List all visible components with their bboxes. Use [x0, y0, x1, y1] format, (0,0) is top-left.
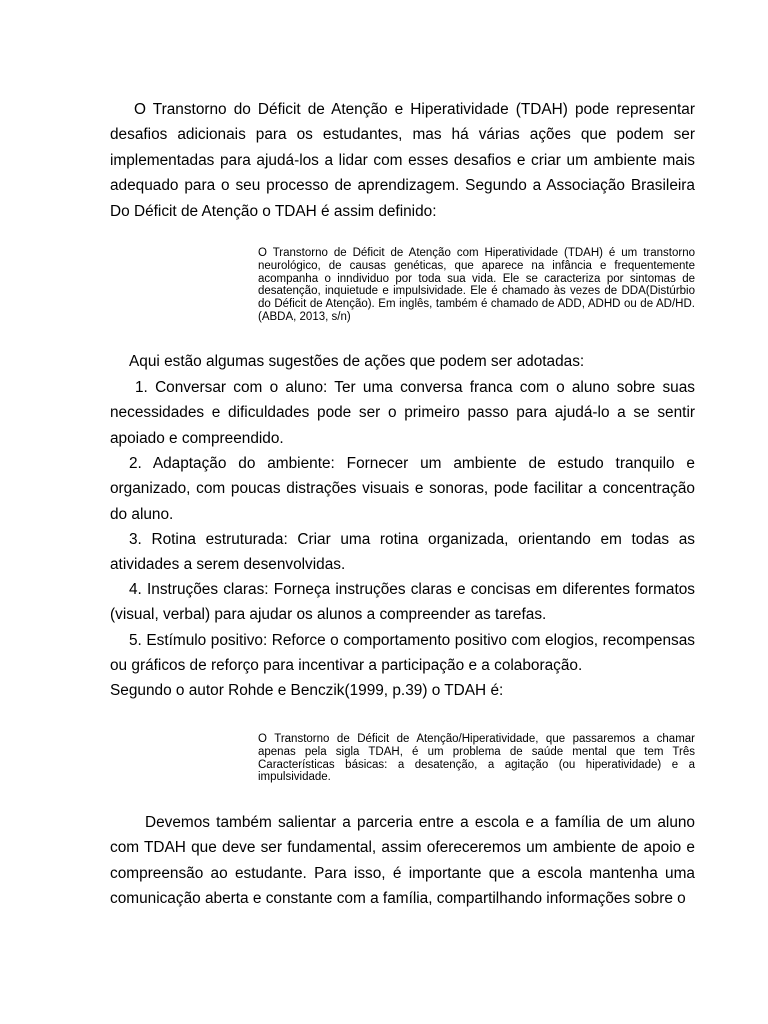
- list-item-2: 2. Adaptação do ambiente: Fornecer um ambiente de estudo tranquilo e organizado, com poucas distrações visuais e sonoras, pode facilitar a concentração do aluno.: [110, 455, 695, 523]
- block-quote-rohde: O Transtorno de Déficit de Atenção/Hiperatividade, que passaremos a chamar apenas pela sigla TDAH, é um problema de saúde mental que tem Três Características básicas: a desatenção, a agitação (ou hiperatividade) e a impulsividade.: [258, 733, 695, 784]
- list-item-1: 1. Conversar com o aluno: Ter uma conversa franca com o aluno sobre suas necessidades e dificuldades pode ser o primeiro passo para ajudá-lo a se sentir apoiado e compreendido.: [110, 379, 695, 447]
- citation-intro: Segundo o autor Rohde e Benczik(1999, p.39) o TDAH é:: [110, 682, 504, 699]
- suggestions-intro: Aqui estão algumas sugestões de ações que podem ser adotadas:: [129, 353, 585, 370]
- final-paragraph: Devemos também salientar a parceria entre a escola e a família de um aluno com TDAH que deve ser fundamental, assim ofereceremos um ambiente de apoio e compreensão ao estudante. Para isso, é importante que a escola mantenha uma comunicação aberta e constante com a família, compartilhando informações sobre o: [110, 814, 695, 908]
- block-quote-abda: O Transtorno de Déficit de Atenção com Hiperatividade (TDAH) é um transtorno neurológico, de causas genéticas, que aparece na infância e frequentemente acompanha o inndividuo por toda sua vida. Ele se caracteriza por sintomas de desatenção, inquietude e impulsividade. Ele é chamado às vezes de DDA(Distúrbio do Déficit de Atenção). Em inglês, também é chamado de ADD, ADHD ou de AD/HD.(ABDA, 2013, s/n): [258, 247, 695, 323]
- list-item-5: 5. Estímulo positivo: Reforce o comportamento positivo com elogios, recompensas ou gráficos de reforço para incentivar a participação e a colaboração.: [110, 632, 695, 675]
- list-item-4: 4. Instruções claras: Forneça instruções claras e concisas em diferentes formatos (visual, verbal) para ajudar os alunos a compreender as tarefas.: [110, 581, 695, 624]
- list-item-3: 3. Rotina estruturada: Criar uma rotina organizada, orientando em todas as atividades a serem desenvolvidas.: [110, 531, 695, 574]
- intro-paragraph: O Transtorno do Déficit de Atenção e Hiperatividade (TDAH) pode representar desafios adicionais para os estudantes, mas há várias ações que podem ser implementadas para ajudá-los a lidar com esses desafios e criar um ambiente mais adequado para o seu processo de aprendizagem. Segundo a Associação Brasileira Do Déficit de Atenção o TDAH é assim definido:: [110, 101, 695, 220]
